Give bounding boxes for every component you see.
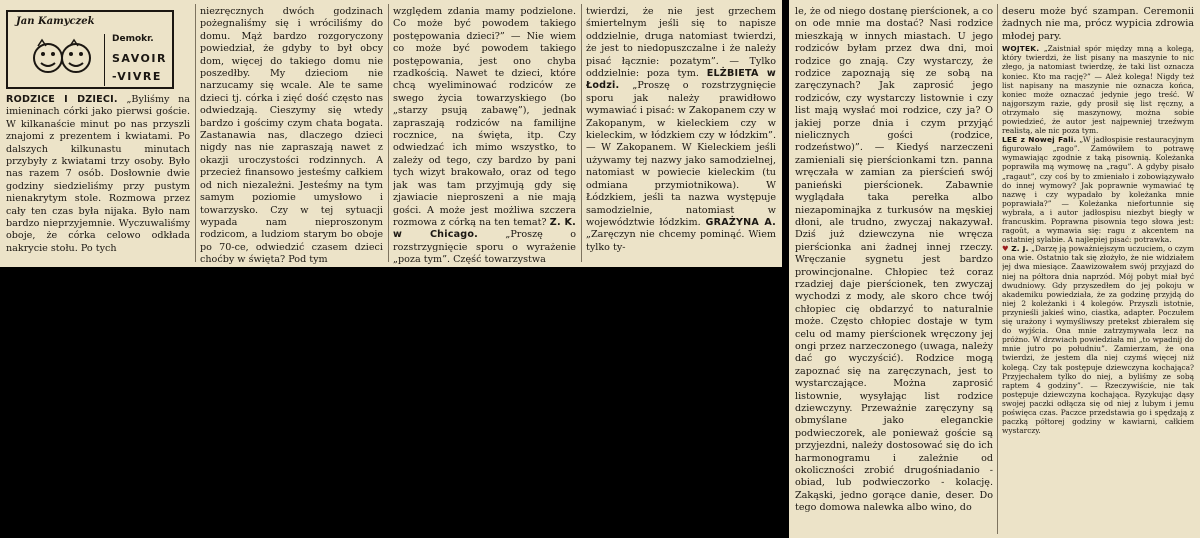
article-text: niezręcznych dwóch godzinach pożegnaliśmy się i wróciliśmy do domu. Mąż bardzo rozgoryczony powiedział, że gdyby to był obcy dom, więcej do takiego domu nie poszedłby. My dzieciom nie narzucamy się wcale. Ale te same dzieci tj. córka i zięć dość często nas odwiedzają. Cieszymy się wtedy bardzo i gościmy czym chata bogata. Zastanawia nas, dlaczego dzieci nigdy nas nie zapraszają nawet z okazji uroczystości rodzinnych. A przecież finansowo jesteśmy całkiem od nich niezależni. Jesteśmy na tym samym poziomie umysłowo i towarzysko. Czy w tej sytuacji wypada nam nieproszonym rodzicom, a ludziom starym bo oboje po 70-ce, odwiedzić czasem dzieci choćby w święta? Pod tym bbox=[200, 6, 383, 264]
article-text: „Proszę o rozstrzygnięcie sporu o wyrażenie „poza tym”. Część towarzystwa bbox=[393, 229, 576, 264]
column-header-box bbox=[6, 10, 174, 89]
article-text: względem zdania mamy podzielone. Co może być powodem takiego postępowania dzieci?” — Nie wiem co może być powodem takiego postępowania, jest ono chyba rzadkością. Nawet te dzieci, które chcą wyeliminować rodziców ze swego życia towarzyskiego (bo „starzy psują zabawę”), jednak zapraszają rodziców na familijne rocznice, na święta, itp. Czy odwiedzać ich mimo wszystko, to zależy od tego, czy bardzo by pani tych wizyt brakowało, oraz od tego jak was tam przyjmują gdy się zjawiacie nieproszeni a nie mają gości. A może jest możliwa szczera rozmowa z córką na ten temat? bbox=[393, 6, 576, 228]
article-text: twierdzi, że nie jest grzechem śmiertelnym jeśli się to napisze oddzielnie, druga natomiast twierdzi, że jest to niedopuszczalne i że należy pisać łącznie: pozatym”. — Tylko oddzielnie: poza tym. bbox=[586, 6, 776, 80]
column-title-line2: -VIVRE bbox=[112, 70, 162, 83]
heart-icon: ♥ bbox=[1002, 244, 1009, 254]
left-page-clipping bbox=[0, 0, 782, 267]
text-column-3 bbox=[393, 6, 576, 264]
column-divider bbox=[388, 4, 389, 262]
article-text: le, że od niego dostanę pierścionek, a co on ode mnie ma dostać? Nasi rodzice mieszkają w innych miastach. U jego rodziców byłam przez dwa dni, moi rodzice go znają. Czy wystarczy, że rodzice zapoznają się ze sobą na zaręczynach? Jak zaprosić jego rodziców, czy wystarczy listownie i czy list mają wysłać moi rodzice, czy ja? O jakiej porze dnia i czym przyjąć nielicznych gości (rodzice, rodzeństwo)”. — Kiedyś narzeczeni zamieniali się pierścionkami tzn. panna wręczała w zamian za pierścień swój panieński pierścionek. Zabawnie wyglądała taka perełka albo niezapominajka z turkusów na męskiej dłoni, ale trudno, zwyczaj nakazywał. Dziś już dziewczyna nie wręcza pierścionka ani żadnej innej rzeczy. Wręczanie sygnetu jest bardzo prowincjonalne. Chłopiec też coraz rzadziej daje pierścionek, ten zwyczaj wychodzi z mody, ale skoro chce twój chłopiec cię obdarzyć to naturalnie może. Często chłopiec dostaje w tym celu od mamy pierścionek wręczony jej ongi przez narzeczonego (uwaga, należy dać go wyczyścić). Rodzice mogą zapoznać się na zaręczynach, jest to wystarczające. Można zaprosić listownie, wysyłając list rodzice dziewczyny. Przeważnie zaręczyny są obmyślane jako eleganckie podwieczorek, ale ponieważ goście są przyjezdni, należy dostosować się do ich harmonogramu i zależnie od okoliczności zrobić drugośniadanio - obiad, lub podwieczorko - kolację. Zakąski, jedno gorące danie, deser. Do tego domowa nalewka albo wino, do bbox=[795, 6, 993, 514]
reader-signature: GRAŻYNA A. bbox=[705, 216, 776, 228]
text-column-5 bbox=[795, 6, 993, 534]
reader-signature: ELŻBIETA w Łodzi. bbox=[586, 68, 776, 92]
section-lead: RODZICE I DZIECI. bbox=[6, 94, 118, 105]
article-text: „Byliśmy na imieninach córki jako pierwsi goście. W kilkanaście minut po nas przyszli znajomi z prezentem i kwiatami. Po dalszych kilkunastu minutach przybyły z kwiatami trzy osoby. Było nas razem 7 osób. Dosłownie dwie godziny siedzieliśmy przy pustym nienakrytym stole. Rozmowa przez cały ten czas była nijaka. Było nam bardzo nieprzyjemnie. Wyczuwaliśmy oboje, że córka celowo odkłada nakrycie stołu. Po tych bbox=[6, 94, 190, 254]
article-text: deseru może być szampan. Ceremonii żadnych nie ma, prócz wypicia zdrowia młodej pary. bbox=[1002, 6, 1194, 42]
article-text: „Zaistniał spór między mną a kolegą, który twierdzi, że list pisany na maszynie to nic złego, ja natomiast twierdzę, że taki list oznacza koniec. Kto ma rację?” — Ależ kolega! Nigdy też list napisany na maszynie nie oznacza końca, koniec może oznaczać jedynie jego treść. W najgorszym razie, gdy prosił się list ręczny, a otrzymało się maszynowy, można sobie powiedzieć, że autor jest najpewniej trzeźwym realistą, ale nic poza tym. bbox=[1002, 44, 1194, 136]
column-title-line1: SAVOIR bbox=[112, 52, 167, 65]
article-text: „Proszę o rozstrzygnięcie sporu jak należy prawidłowo wymawiać i pisać: w Zakopanem czy w Zakopanym, w kieleckiem czy w kieleckim, w łódzkiem czy w łódzkim”. — W Zakopanem. W Kieleckiem jeśli używamy tej nazwy jako samodzielnej, natomiast w powiecie kieleckim (tu odmiana przymiotnikowa). W Łódzkiem, jeśli ta nazwa występuje samodzielnie, natomiast w województwie łódzkim. bbox=[586, 80, 776, 228]
reader-signature: WOJTEK. bbox=[1002, 44, 1040, 54]
article-text: „W jadłospisie restauracyjnym figurowało „rago”. Zamówiłem to potrawę wymawiając zgodnie z taką pisownią. Koleżanka poprawiła mą wymowę na „ragu”. A gdyby pisało „ragaut”, czy coś by to zmieniało i zobowiązywało do innej wymowy? Jak poprawnie wymawiać tę nazwę i czy wypadało by koleżanka mnie poprawiała?” — Koleżanka niefortunnie się wybrała, a i autor jadłospisu niezbyt biegły w francuskim. Poprawna pisownia tego słowa jest: ragoût, a wymawia się: ragu z akcentem na ostatniej sylabie. A najlepiej pisać: potrawka. bbox=[1002, 135, 1194, 245]
reader-signature: Z. K. w Chicago. bbox=[393, 216, 576, 241]
rubric-label: Demokr. bbox=[112, 34, 154, 44]
right-page-clipping bbox=[789, 0, 1200, 538]
text-column-6 bbox=[1002, 6, 1194, 534]
text-column-2 bbox=[200, 6, 383, 264]
column-divider bbox=[997, 4, 998, 534]
text-column-4 bbox=[586, 6, 776, 264]
article-text: „Zaręczyn nie chcemy pominąć. Wiem tylko ty- bbox=[586, 229, 776, 253]
author-name: Jan Kamyczek bbox=[16, 16, 95, 27]
column-divider bbox=[195, 4, 196, 262]
two-faces-logo-icon bbox=[26, 34, 105, 86]
article-text: „Darzę ją poważniejszym uczuciem, o czym ona wie. Ostatnio tak się złożyło, że nie widziałem jej dwa miesiące. Zaawizowałem swój przyjazd do niej na półtora dnia naprzód. Mój pobyt miał być dwudniowy. Gdy przyszedłem do jej pokoju w akademiku powiedziała, że za godzinę przyjdą do niej 2 koleżanki i 4 kolegów. Przyszli istotnie, przynieśli jakieś wino, ciastka, adapter. Poczułem się urażony i wymyśliwszy pretekst zbierałem się do wyjścia. Ona mnie zatrzymywała lecz na próżno. W drzwiach powiedziała mi „to wpadnij do mnie jutro po południu”. Zamierzam, że ona twierdzi, że jestem dla niej czymś więcej niż kolegą. Czy tak postępuje dziewczyna kochająca? Przyjechałem tylko do niej, a byliśmy ze sobą raptem 4 godziny”. — Rzeczywiście, nie tak postępuje dziewczyna kochająca. Ryzykując dąsy swojej paczki odłącza się od niej z lubym i jemu poświęca czas. Paczce przedstawia go i spędzają z paczką półtorej godziny w kawiarni, całkiem wystarczy. bbox=[1002, 244, 1194, 436]
text-column-1 bbox=[6, 94, 190, 264]
reader-signature: LEE z Nowej Fali. bbox=[1002, 135, 1077, 145]
reader-signature: Z. J. bbox=[1011, 244, 1029, 254]
column-divider bbox=[581, 4, 582, 262]
